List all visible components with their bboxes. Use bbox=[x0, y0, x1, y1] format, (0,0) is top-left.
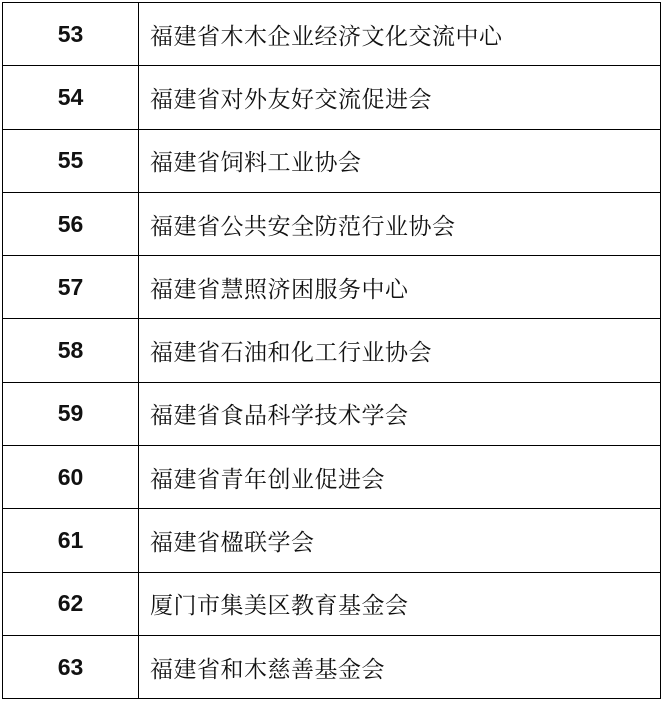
table-row bbox=[3, 635, 661, 698]
row-number: 56 bbox=[3, 192, 139, 255]
organization-name: 福建省青年创业促进会 bbox=[139, 446, 661, 509]
table-row bbox=[3, 382, 661, 445]
organization-name: 福建省公共安全防范行业协会 bbox=[139, 192, 661, 255]
row-number: 53 bbox=[3, 3, 139, 66]
organization-name: 福建省石油和化工行业协会 bbox=[139, 319, 661, 382]
row-number: 55 bbox=[3, 129, 139, 192]
organization-name: 福建省食品科学技术学会 bbox=[139, 382, 661, 445]
organization-table bbox=[2, 2, 661, 699]
table-row bbox=[3, 192, 661, 255]
row-number: 63 bbox=[3, 635, 139, 698]
row-number: 54 bbox=[3, 66, 139, 129]
organization-name: 福建省和木慈善基金会 bbox=[139, 635, 661, 698]
table-row bbox=[3, 256, 661, 319]
table-row bbox=[3, 572, 661, 635]
organization-name: 福建省饲料工业协会 bbox=[139, 129, 661, 192]
row-number: 57 bbox=[3, 256, 139, 319]
table-body bbox=[3, 3, 661, 699]
organization-name: 厦门市集美区教育基金会 bbox=[139, 572, 661, 635]
organization-name: 福建省木木企业经济文化交流中心 bbox=[139, 3, 661, 66]
table-row bbox=[3, 319, 661, 382]
table-row bbox=[3, 3, 661, 66]
organization-name: 福建省慧照济困服务中心 bbox=[139, 256, 661, 319]
table-row bbox=[3, 446, 661, 509]
organization-name: 福建省对外友好交流促进会 bbox=[139, 66, 661, 129]
row-number: 62 bbox=[3, 572, 139, 635]
table-row bbox=[3, 509, 661, 572]
row-number: 60 bbox=[3, 446, 139, 509]
organization-name: 福建省楹联学会 bbox=[139, 509, 661, 572]
table-row bbox=[3, 66, 661, 129]
row-number: 59 bbox=[3, 382, 139, 445]
row-number: 61 bbox=[3, 509, 139, 572]
table-row bbox=[3, 129, 661, 192]
row-number: 58 bbox=[3, 319, 139, 382]
